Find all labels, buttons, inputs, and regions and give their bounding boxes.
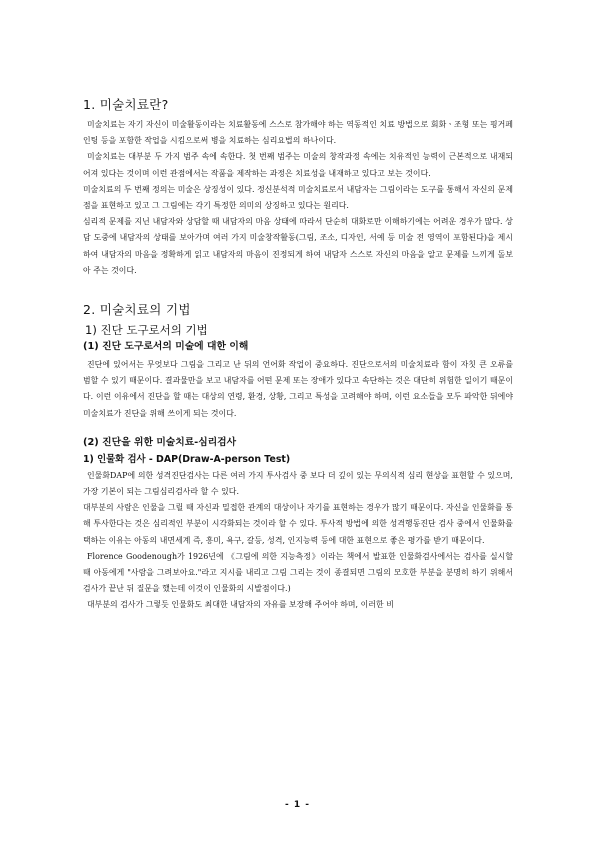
section-1-paragraph-2: 미술치료는 대부분 두 가지 범주 속에 속한다. 첫 번째 범주는 미술의 창작과정 속에는 치유적인 능력이 근본적으로 내재되어져 있다는 것이며 이런 관점에서는 작품을 제작하는 과정은 치료성을 내재하고 있다고 보는 것이다. xyxy=(83,152,513,178)
subsection-diagnostic-tool-heading: 1) 진단 도구로서의 기법 xyxy=(85,323,208,338)
dap-paragraph-3: Florence Goodenough가 1926년에 《그림에 의한 지능측정》이라는 책에서 발표한 인물화검사에서는 검사를 실시할 때 아동에게 "사람을 그려보아요."라고 지시를 내리고 그림 그리는 것이 종결되면 그림의 모호한 부분을 분명히 하기 위해서 검사가 끝난 뒤 질문을 했는데 이것이 인물화의 시발점이다.) xyxy=(83,551,513,594)
dap-paragraph-1: 인물화DAP에 의한 성격진단검사는 다른 여러 가지 투사검사 중 보다 더 깊이 있는 무의식적 심리 현상을 표현할 수 있으며, 가장 기본이 되는 그림심리검사라 할 수 있다. xyxy=(83,470,513,497)
section-1-paragraph-1: 미술치료는 자기 자신이 미술활동이라는 치료활동에 스스로 참가해야 하는 역동적인 치료 방법으로 회화ㆍ조형 또는 핑거페인팅 등을 포함한 작업을 시킴으로써 병을 치료하는 심리요법의 하나이다. xyxy=(83,120,513,146)
page-content xyxy=(83,96,513,614)
subsection-psych-test-heading: (2) 진단을 위한 미술치료-심리검사 xyxy=(83,436,237,448)
page-number: - 1 - xyxy=(285,800,310,810)
section-2-heading: 2. 미술치료의 기법 xyxy=(83,302,191,318)
section-1-heading: 1. 미술치료란? xyxy=(83,97,169,112)
dap-paragraph-2: 대부분의 사람은 인물을 그릴 때 자신과 밀접한 관계의 대상이나 자기를 표현하는 경우가 많기 때문이다. 자신을 인물화를 통해 투사한다는 것은 심리적인 부분이 시각화되는 것이라 할 수 있다. 투사적 방법에 의한 성격행동진단 검사 중에서 인물화를 택하는 이유는 아동의 내면세계 즉, 흥미, 욕구, 갈등, 성격, 인지능력 등에 대한 표현으로 좋은 평가를 받기 때문이다. xyxy=(83,503,513,545)
section-1-paragraph-4: 심리적 문제를 지닌 내담자와 상담할 때 내담자의 마음 상태에 따라서 단순히 대화로만 이해하기에는 어려운 경우가 많다. 상담 도중에 내담자의 상태를 보아가며 여러 가지 미술창작활동(그림, 조소, 디자인, 서예 등 미술 전 영역이 포함된다)을 제시하여 내담자의 마음을 정확하게 읽고 내담자의 마음이 진정되게 하여 내담자 스스로 자신의 마음을 알고 문제를 느끼게 돌보아 주는 것이다. xyxy=(83,217,513,275)
dap-test-heading: 1) 인물화 검사 - DAP(Draw-A-person Test) xyxy=(83,453,291,465)
subsection-understanding-art-heading: (1) 진단 도구로서의 미술에 대한 이해 xyxy=(83,341,249,353)
diagnostic-paragraph-1: 진단에 있어서는 무엇보다 그림을 그리고 난 뒤의 언어화 작업이 중요하다. 진단으로서의 미술치료라 함이 자칫 큰 오류를 범할 수 있기 때문이다. 결과물만을 보고 내담자를 어떤 문제 또는 장애가 있다고 속단하는 것은 대단히 위험한 일이기 때문이다. 이런 이유에서 진단을 할 때는 대상의 연령, 환경, 상황, 그리고 특성을 고려해야 하며, 이런 요소들을 모두 파악한 뒤에야 미술치료가 진단을 위해 쓰이게 되는 것이다. xyxy=(83,360,513,418)
dap-paragraph-4: 대부분의 검사가 그렇듯 인물화도 최대한 내담자의 자유를 보장해 주어야 하며, 이러한 비 xyxy=(87,600,394,610)
section-1-paragraph-3: 미술치료의 두 번째 정의는 미술은 상징성이 있다. 정신분석적 미술치료로서 내담자는 그림이라는 도구를 통해서 자신의 문제점을 표현하고 있고 그 그림에는 각기 특정한 의미의 상징하고 있다는 원리다. xyxy=(83,184,513,211)
